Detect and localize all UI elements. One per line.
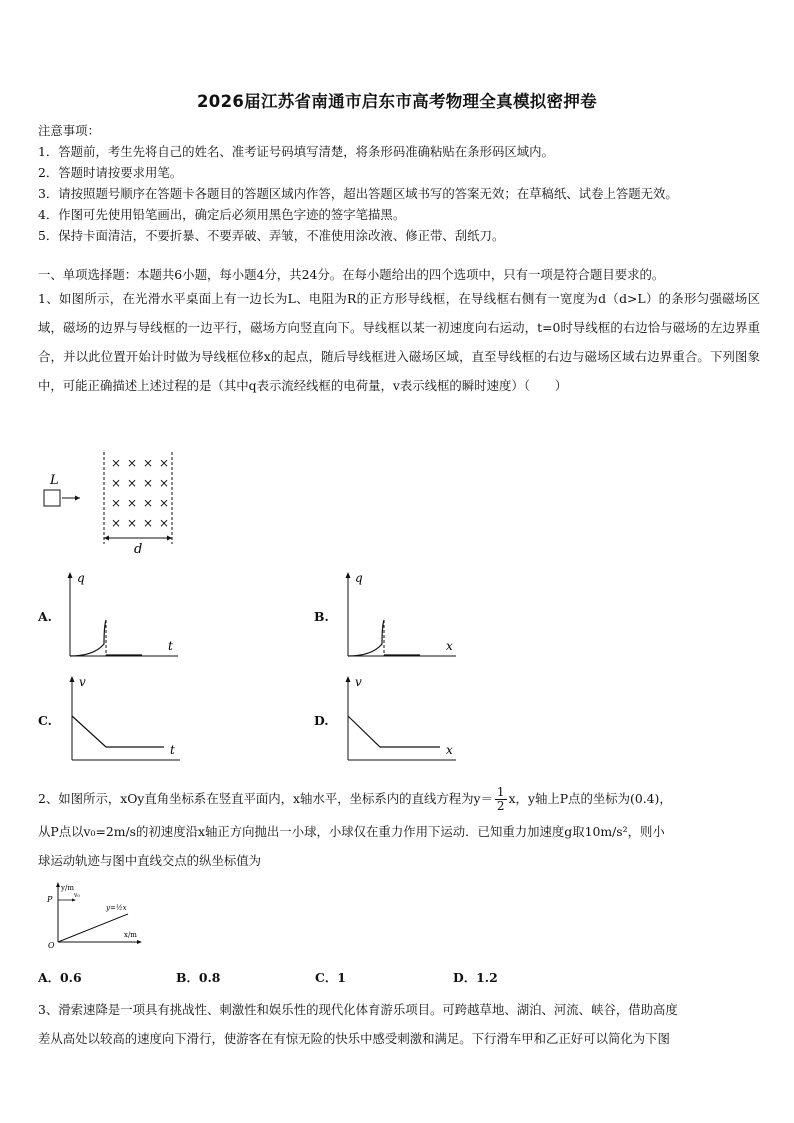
x-axis-label: t — [170, 743, 175, 757]
q2-option-a[interactable]: A．0.6 — [38, 970, 82, 985]
y-axis-arrow — [56, 882, 60, 887]
q2-fraction-numerator: 1 — [496, 785, 505, 799]
field-cross: × — [159, 456, 170, 470]
field-cross: × — [127, 476, 138, 490]
field-cross: × — [111, 496, 122, 510]
q2-text-before-fraction: 2、如图所示，xOy直角坐标系在竖直平面内，x轴水平，坐标系内的直线方程为y＝ — [38, 791, 493, 806]
option-a-label[interactable]: A. — [38, 609, 52, 624]
origin-label: O — [48, 941, 55, 950]
line-equation-label: y=½x — [106, 904, 127, 912]
field-cross: × — [159, 496, 170, 510]
field-crosses — [111, 456, 169, 530]
option-c-label[interactable]: C. — [38, 713, 52, 728]
question-1-text — [38, 284, 760, 400]
initial-velocity-label: v₀ — [74, 892, 80, 899]
notice-item-1: 1．答题前，考生先将自己的姓名、准考证号码填写清楚，将条形码准确粘贴在条形码区域内。 — [38, 144, 554, 159]
q2-fraction — [495, 786, 507, 813]
notice-item-4: 4．作图可先使用铅笔画出，确定后必须用黑色字迹的签字笔描黑。 — [38, 207, 406, 222]
q2-text-after-fraction: x，y轴上P点的坐标为(0.4)， — [508, 791, 672, 806]
straight-line — [58, 914, 128, 942]
q2-fraction-denominator: 2 — [496, 799, 505, 813]
question-2-line-1 — [38, 786, 760, 813]
velocity-line — [348, 716, 440, 747]
question-1-body: 1、如图所示，在光滑水平桌面上有一边长为L、电阻为R的正方形导线框，在导线框右侧有一宽度为d（d>L）的条形匀强磁场区域，磁场的边界与导线框的一边平行，磁场方向竖直向下。导线框以某一初速度向右运动，t=0时导线框的右边恰与磁场的左边界重合，并以此位置开始计时做为导线框位移x的起点，随后导线框进入磁场区域，直至导线框的右边与磁场区域右边界重合。下列图象中，可能正确描述上述过程的是（其中q表示流经线框的电荷量，v表示线框的瞬时速度）（ ） — [38, 291, 760, 393]
y-axis-label: y/m — [61, 884, 74, 892]
notice-item-5: 5．保持卡面清洁，不要折暴、不要弄破、弄皱，不准使用涂改液、修正带、刮纸刀。 — [38, 228, 505, 243]
option-a-graph — [62, 566, 182, 660]
y-axis-arrow — [68, 572, 73, 578]
x-axis-label: x — [446, 743, 453, 757]
y-axis-label: q — [355, 571, 363, 585]
field-cross: × — [127, 516, 138, 530]
question-2-line-2: 从P点以v₀=2m/s的初速度沿x轴正方向抛出一小球，小球仅在重力作用下运动．已知重力加速度g取10m/s²，则小 — [38, 824, 665, 839]
section-header: 一、单项选择题：本题共6小题，每小题4分，共24分。在每小题给出的四个选项中，只有一项是符合题目要求的。 — [38, 267, 665, 282]
notice-item-3: 3．请按照题号顺序在答题卡各题目的答题区域内作答，超出答题区域书写的答案无效；在草稿纸、试卷上答题无效。 — [38, 186, 678, 201]
y-axis-arrow — [70, 676, 75, 682]
option-b-graph — [340, 566, 460, 660]
question-3-line-1: 3、滑索速降是一项具有挑战性、刺激性和娱乐性的现代化体育游乐项目。可跨越草地、湖泊、河流、峡谷，借助高度 — [38, 1002, 678, 1017]
notice-item-2: 2．答题时请按要求用笔。 — [38, 165, 183, 180]
field-cross: × — [127, 496, 138, 510]
q1-field-figure — [38, 446, 188, 558]
field-width-label: d — [134, 542, 143, 557]
y-axis-label: q — [77, 571, 85, 585]
q2-coordinate-figure — [44, 880, 144, 950]
field-cross: × — [143, 476, 154, 490]
field-cross: × — [111, 476, 122, 490]
field-cross: × — [143, 516, 154, 530]
q2-option-d[interactable]: D．1.2 — [453, 970, 498, 985]
notice-header: 注意事项： — [38, 123, 100, 138]
x-axis-label: t — [168, 639, 173, 653]
option-d-label[interactable]: D. — [314, 713, 329, 728]
field-cross: × — [159, 476, 170, 490]
y-axis-arrow — [346, 676, 351, 682]
field-cross: × — [111, 516, 122, 530]
y-axis-label: v — [355, 675, 362, 689]
width-arrow-left — [104, 536, 109, 541]
loop-side-label: L — [50, 473, 59, 488]
y-axis-arrow — [346, 572, 351, 578]
velocity-arrowhead — [75, 496, 80, 501]
point-p-label: P — [47, 895, 53, 904]
q-curve — [348, 620, 384, 656]
field-cross: × — [143, 496, 154, 510]
y-axis-label: v — [79, 675, 86, 689]
field-cross: × — [111, 456, 122, 470]
field-cross: × — [159, 516, 170, 530]
q2-option-c[interactable]: C．1 — [315, 970, 346, 985]
option-c-graph — [64, 670, 184, 764]
field-cross: × — [127, 456, 138, 470]
velocity-line — [72, 716, 164, 747]
x-axis-label: x/m — [124, 931, 137, 939]
field-cross: × — [143, 456, 154, 470]
x-axis-label: x — [446, 639, 453, 653]
q2-option-b[interactable]: B．0.8 — [176, 970, 221, 985]
q-curve — [70, 620, 106, 656]
question-3-line-2: 差从高处以较高的速度向下滑行，使游客在有惊无险的快乐中感受刺激和满足。下行滑车甲和乙正好可以简化为下图 — [38, 1031, 670, 1046]
option-b-label[interactable]: B. — [314, 609, 329, 624]
x-axis-arrow — [137, 940, 142, 944]
width-arrow-right — [167, 536, 172, 541]
square-loop — [44, 490, 60, 506]
option-d-graph — [340, 670, 460, 764]
exam-title: 2026届江苏省南通市启东市高考物理全真模拟密押卷 — [197, 92, 597, 111]
question-2-line-3: 球运动轨迹与图中直线交点的纵坐标值为 — [38, 853, 262, 868]
